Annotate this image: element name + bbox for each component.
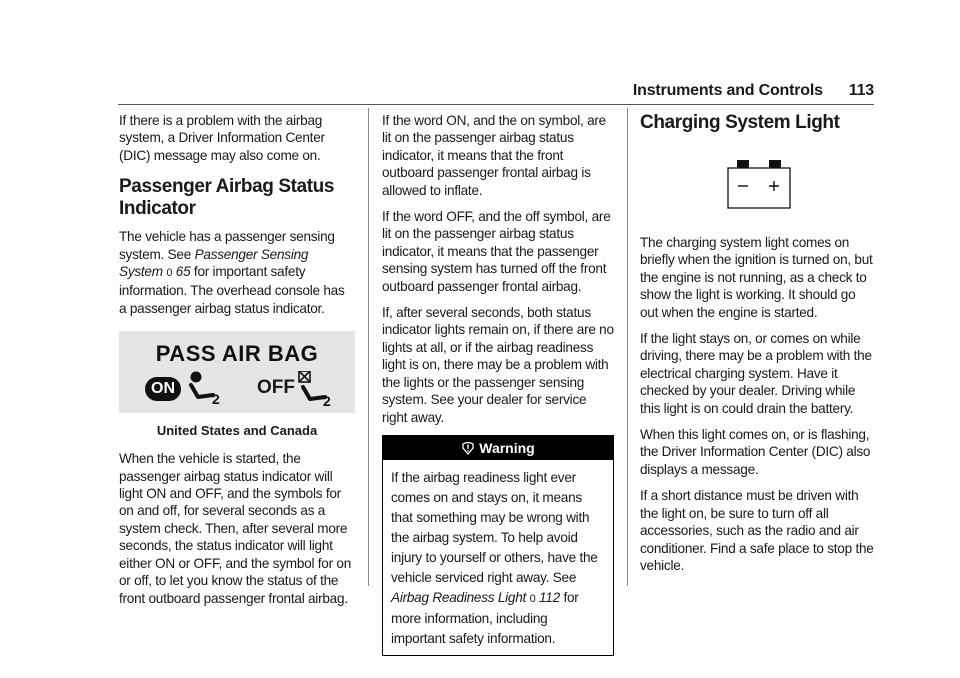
warning-box <box>382 435 614 656</box>
passenger-sensing-link[interactable]: Passenger Sensing System <box>119 246 309 280</box>
warning-text: If the airbag readiness light ever comes on and stays on, it means that something may be wrong with the airbag system. To help avoid injury to yourself or others, have the vehicle serviced right away. See Airbag Readiness Light 0 112 for more information, including important safety information. <box>391 469 598 646</box>
column-divider-2 <box>627 108 628 586</box>
column-1 <box>119 112 355 616</box>
system-check-paragraph: When the vehicle is started, the passenger airbag status indicator will light ON and OFF, and the symbols for on and off, for several seconds as a system check. Then, after several more seconds, the status indicator will light either ON or OFF, and the symbol for on or off, to let you know the status of the front outboard passenger frontal airbag. <box>119 451 352 606</box>
on-label: ON <box>145 377 181 401</box>
short-distance-paragraph: If a short distance must be driven with the light on, be sure to turn off all accessories, such as the radio and air conditioner. Find a safe place to stop the vehicle. <box>640 488 874 573</box>
charging-intro-paragraph: The charging system light comes on briefly when the ignition is turned on, but the engine is not running, as a check to show the light is working. It should go out when the engine is started. <box>640 235 873 320</box>
indicator-caption: United States and Canada <box>156 423 318 439</box>
column-divider-1 <box>368 108 369 586</box>
page-number: 113 <box>848 82 874 99</box>
problem-paragraph: If, after several seconds, both status indicator lights remain on, if there are no lights at all, or if the airbag readiness light is on, there may be a problem with the lights or the passenger sensing system. See your dealer for service right away. <box>382 305 614 425</box>
on-status-paragraph: If the word ON, and the on symbol, are lit on the passenger airbag status indicator, it means that the front outboard passenger frontal airbag is allowed to inflate. <box>382 113 606 198</box>
stays-on-paragraph: If the light stays on, or comes on while driving, there may be a problem with the electrical charging system. Have it checked by your dealer. Driving while this light is on could drain the battery. <box>640 331 872 416</box>
page-header <box>633 82 874 100</box>
page-ref-icon: 0 <box>529 592 536 605</box>
column-2 <box>382 112 614 656</box>
intro-paragraph: If there is a problem with the airbag system, a Driver Information Center (DIC) message may also come on. <box>119 113 325 163</box>
airbag-readiness-link[interactable]: Airbag Readiness Light <box>391 589 527 605</box>
page-ref-icon: 0 <box>166 267 173 280</box>
battery-icon <box>727 160 791 210</box>
header-divider <box>118 104 874 105</box>
section-title: Instruments and Controls <box>632 82 823 99</box>
airbag-status-heading: Passenger Airbag Status Indicator <box>119 176 335 220</box>
off-status-paragraph: If the word OFF, and the off symbol, are lit on the passenger airbag status indicator, it means that the passenger sensing system has turned off the front outboard passenger frontal airbag. <box>382 209 611 294</box>
column-3 <box>640 112 876 583</box>
passenger-airbag-off-icon <box>297 371 337 407</box>
warning-body <box>383 460 613 655</box>
passenger-seated-icon <box>187 371 227 405</box>
indicator-title: PASS AIR BAG <box>155 341 319 367</box>
flashing-paragraph: When this light comes on, or is flashing, the Driver Information Center (DIC) also displays a message. <box>640 427 871 477</box>
page-ref-number[interactable]: 65 <box>175 264 191 280</box>
battery-symbol <box>727 160 876 234</box>
warning-header <box>383 436 613 460</box>
svg-text:2: 2 <box>212 391 220 406</box>
off-label: OFF <box>257 377 295 399</box>
svg-text:2: 2 <box>323 393 331 408</box>
warning-icon <box>461 441 475 455</box>
warning-title: Warning <box>479 439 535 456</box>
page-ref-number[interactable]: 112 <box>539 589 560 605</box>
sensing-system-paragraph: The vehicle has a passenger sensing system. See Passenger Sensing System 0 65 for important safety information. The overhead console has a passenger airbag status indicator. <box>119 229 345 316</box>
charging-system-heading: Charging System Light <box>640 112 840 133</box>
pass-airbag-indicator <box>119 331 355 413</box>
